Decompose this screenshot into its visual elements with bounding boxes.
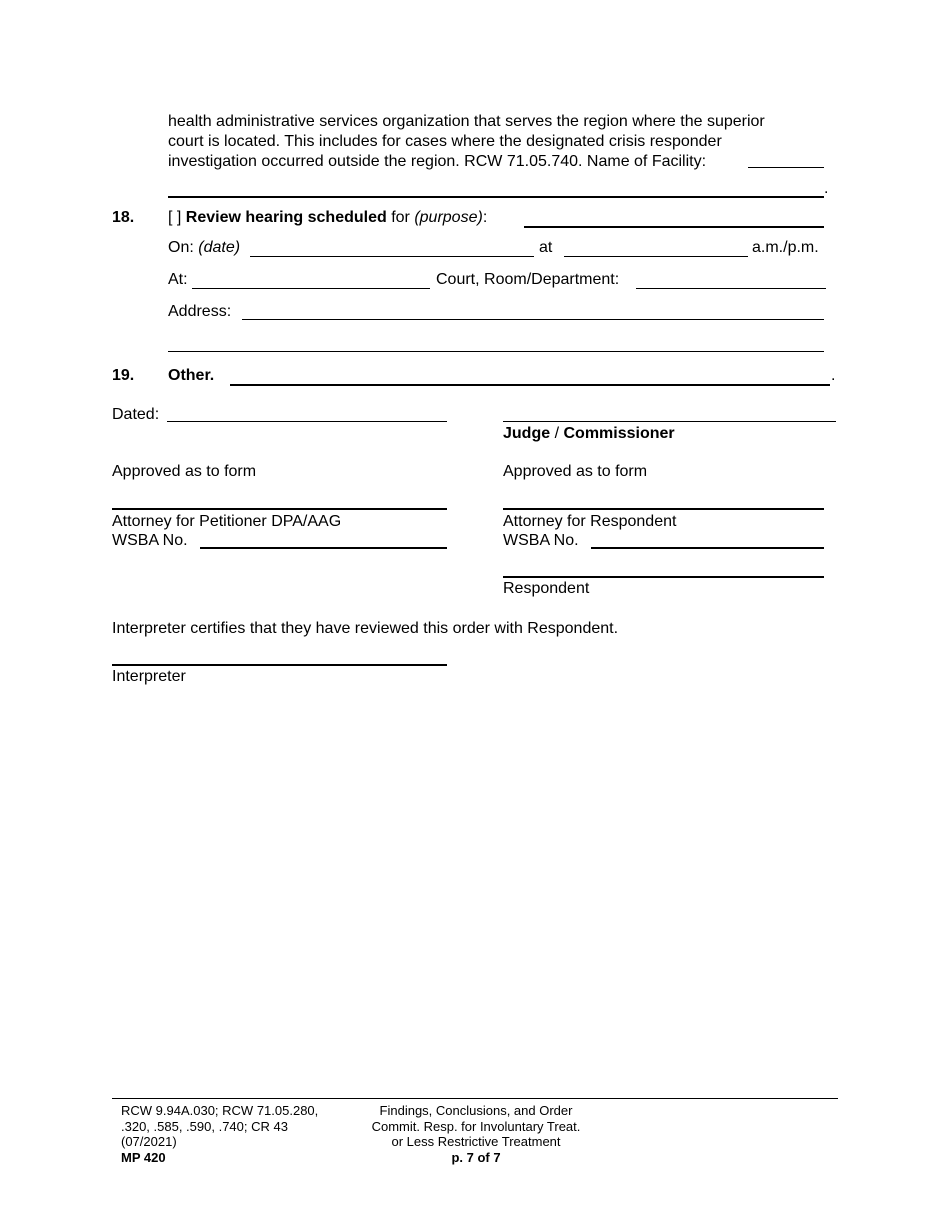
footer-rcw <box>121 1103 318 1165</box>
wsba-right-label: WSBA No. <box>503 532 579 549</box>
item-18-heading <box>168 209 487 227</box>
interpreter-signature-line[interactable] <box>112 664 447 666</box>
intro-line-1: health administrative services organization that serves the region where the superior <box>168 113 765 130</box>
judge-label: Judge <box>503 425 551 442</box>
ampm-label: a.m./p.m. <box>752 239 819 256</box>
commissioner-label: Commissioner <box>563 425 675 442</box>
respondent-attorney-signature-line[interactable] <box>503 508 824 510</box>
interpreter-certification: Interpreter certifies that they have reviewed this order with Respondent. <box>112 620 619 637</box>
wsba-left-label: WSBA No. <box>112 532 188 549</box>
attorney-petitioner-label: Attorney for Petitioner DPA/AAG <box>112 513 342 530</box>
footer-rcw-line-3: (07/2021) <box>121 1134 177 1149</box>
footer-title-line-2: Commit. Resp. for Involuntary Treat. <box>371 1118 581 1134</box>
address-field[interactable] <box>242 319 824 320</box>
judge-signature-line[interactable] <box>503 421 836 422</box>
on-date-label <box>168 239 240 257</box>
item-19-label: Other. <box>168 367 215 384</box>
respondent-label: Respondent <box>503 580 590 597</box>
intro-line-3: investigation occurred outside the region. RCW 71.05.740. Name of Facility: <box>168 153 707 170</box>
dated-label: Dated: <box>112 406 160 423</box>
footer-page-number: p. 7 of 7 <box>451 1149 501 1165</box>
date-label: (date) <box>198 239 241 256</box>
item-18-for: for <box>391 209 410 226</box>
respondent-signature-line[interactable] <box>503 576 824 578</box>
at-place-label: At: <box>168 271 188 288</box>
wsba-left-field[interactable] <box>200 547 447 549</box>
court-name-field[interactable] <box>192 288 430 289</box>
approved-as-to-form-right: Approved as to form <box>503 463 648 480</box>
approved-as-to-form-left: Approved as to form <box>112 463 257 480</box>
item-18-checkbox[interactable]: [ ] <box>168 209 182 226</box>
footer-form-number: MP 420 <box>121 1149 166 1165</box>
footer-rcw-line-2: .320, .585, .590, .740; CR 43 <box>121 1118 288 1134</box>
footer-rcw-line-1: RCW 9.94A.030; RCW 71.05.280, <box>121 1103 319 1118</box>
on-label: On: <box>168 239 194 256</box>
intro-end-period: . <box>824 180 829 197</box>
address-field-line-2[interactable] <box>168 351 824 352</box>
address-label: Address: <box>168 303 232 320</box>
footer-rule <box>112 1098 838 1099</box>
item-18-purpose-label: (purpose) <box>414 209 483 226</box>
dated-field[interactable] <box>167 421 447 422</box>
footer-title <box>346 1103 606 1165</box>
item-18-colon: : <box>482 209 488 226</box>
item-18-number: 18. <box>112 209 135 226</box>
interpreter-label: Interpreter <box>112 668 186 685</box>
petitioner-attorney-signature-line[interactable] <box>112 508 447 510</box>
other-field[interactable] <box>230 384 830 386</box>
judge-separator: / <box>554 425 560 442</box>
attorney-respondent-label: Attorney for Respondent <box>503 513 677 530</box>
time-at-label: at <box>539 239 553 256</box>
footer-title-line-3: or Less Restrictive Treatment <box>391 1134 561 1149</box>
date-field[interactable] <box>250 256 534 257</box>
judge-commissioner-label <box>503 425 675 443</box>
facility-name-field-line-2[interactable] <box>168 196 824 198</box>
room-department-field[interactable] <box>636 288 826 289</box>
intro-line-2: court is located. This includes for cases where the designated crisis responder <box>168 133 722 150</box>
footer-title-line-1: Findings, Conclusions, and Order <box>379 1103 573 1118</box>
wsba-right-field[interactable] <box>591 547 824 549</box>
item-18-title: Review hearing scheduled <box>185 209 387 226</box>
item-19-end-period: . <box>831 367 836 384</box>
court-room-label: Court, Room/Department: <box>436 271 620 288</box>
item-19-number: 19. <box>112 367 135 384</box>
purpose-field[interactable] <box>524 226 824 228</box>
intro-paragraph <box>168 112 828 172</box>
facility-name-field[interactable] <box>748 167 824 168</box>
time-field[interactable] <box>564 256 748 257</box>
